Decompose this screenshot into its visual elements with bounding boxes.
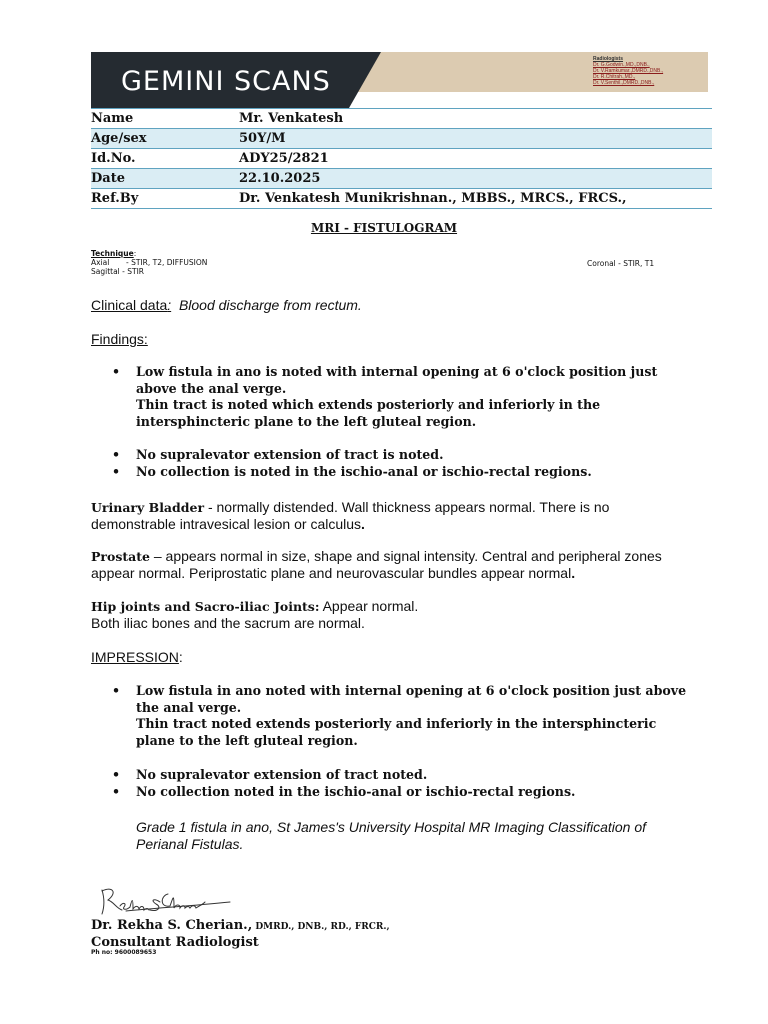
patient-row xyxy=(91,129,712,149)
radiologist-heading: Radiologists xyxy=(593,56,624,62)
radiologist-item: Dr. G.Godwin.,MD.,DNB., xyxy=(593,62,650,68)
patient-label: Name xyxy=(91,109,239,129)
findings-list xyxy=(91,364,691,431)
doctor-quals: DMRD., DNB., RD., FRCR., xyxy=(252,922,390,932)
iliac-text: Both iliac bones and the sacrum are normal. xyxy=(91,615,365,631)
radiologist-item: Dr. V.Senthil.,DMRD.,DNB., xyxy=(593,80,655,86)
hip-text: Appear normal. xyxy=(319,598,419,614)
clinical-colon: : xyxy=(167,297,172,313)
hip-label: Hip joints and Sacro-iliac Joints: xyxy=(91,599,320,614)
list-item xyxy=(91,364,691,431)
patient-value: 22.10.2025 xyxy=(239,169,712,189)
clinical-text: Blood discharge from rectum. xyxy=(178,297,362,313)
doctor-phone: Ph no: 9600089653 xyxy=(91,949,157,956)
patient-value: 50Y/M xyxy=(239,129,712,149)
list-item: • No supralevator extension of tract noted. xyxy=(91,767,691,784)
impression-colon: : xyxy=(178,649,183,665)
impression-heading xyxy=(91,649,183,666)
doctor-name: Dr. Rekha S. Cherian., xyxy=(91,918,253,933)
list-item: • No collection noted in the ischio-anal or ischio-rectal regions. xyxy=(91,784,691,801)
clinical-data xyxy=(91,297,362,314)
bladder-text: - normally distended. Wall thickness appears normal. There is no demonstrable intravesical lesion or calculus xyxy=(91,499,610,532)
clinical-label: Clinical data xyxy=(91,297,168,313)
radiologist-item: Dr. V.Ramkumar.,DMRD.,DNB., xyxy=(593,68,664,74)
impression-text: Low fistula in ano noted with internal opening at 6 o'clock position just above the anal verge. xyxy=(136,683,687,715)
prostate-end: . xyxy=(571,565,576,581)
patient-row xyxy=(91,169,712,189)
prostate-label: Prostate xyxy=(91,549,150,564)
patient-value: ADY25/2821 xyxy=(239,149,712,169)
report-title: MRI - FISTULOGRAM xyxy=(310,221,458,235)
technique-coronal: Coronal - STIR, T1 xyxy=(587,259,655,268)
patient-value: Dr. Venkatesh Munikrishnan., MBBS., MRCS., FRCS., xyxy=(239,189,712,209)
technique-block: Technique: Axial - STIR, T2, DIFFUSION Sagittal - STIR Coronal - STIR, T1 xyxy=(91,249,655,276)
signature-image xyxy=(96,880,236,920)
patient-row xyxy=(91,109,712,129)
prostate-paragraph xyxy=(91,548,681,582)
patient-label: Id.No. xyxy=(91,149,239,169)
patient-row xyxy=(91,189,712,209)
impression-label: IMPRESSION xyxy=(91,649,179,665)
technique-sagittal: Sagittal - STIR xyxy=(91,267,145,276)
findings-list-more xyxy=(91,447,691,480)
patient-label: Age/sex xyxy=(91,129,239,149)
grade-note: Grade 1 fistula in ano, St James's University Hospital MR Imaging Classification of Perianal Fistulas. xyxy=(136,819,646,852)
patient-label: Date xyxy=(91,169,239,189)
findings-heading: Findings: xyxy=(91,331,148,347)
technique-label: Technique xyxy=(91,249,134,258)
list-item: • No collection is noted in the ischio-anal or ischio-rectal regions. xyxy=(91,464,691,481)
hip-paragraph xyxy=(91,598,681,632)
patient-label: Ref.By xyxy=(91,189,239,209)
bladder-end: . xyxy=(361,516,365,532)
radiologist-list xyxy=(593,56,663,86)
radiologist-item: Dr. R.Chitrah.,MD., xyxy=(593,74,636,80)
impression-list xyxy=(91,683,691,750)
signatory xyxy=(91,918,390,951)
list-item xyxy=(91,683,691,750)
finding-text: Thin tract is noted which extends posteriorly and inferiorly in the intersphincteric plane to the left gluteal region. xyxy=(136,397,601,430)
impression-text: Thin tract noted extends posteriorly and inferiorly in the intersphincteric plane to the left gluteal region. xyxy=(136,716,657,749)
list-item: • No supralevator extension of tract is noted. xyxy=(91,447,691,464)
patient-value: Mr. Venkatesh xyxy=(239,109,712,129)
doctor-title: Consultant Radiologist xyxy=(91,935,259,950)
bladder-paragraph xyxy=(91,499,681,533)
finding-text: Low fistula in ano is noted with internal opening at 6 o'clock position just above the anal verge. xyxy=(136,364,658,396)
brand-logo: GEMINI SCANS xyxy=(121,66,331,97)
bladder-label: Urinary Bladder xyxy=(91,500,205,515)
patient-row xyxy=(91,149,712,169)
impression-list-more xyxy=(91,767,691,800)
header-banner xyxy=(91,52,708,108)
prostate-text: – appears normal in size, shape and signal intensity. Central and peripheral zones appear normal. Periprostatic plane and neurovascular bundles appear normal xyxy=(91,548,662,581)
patient-info-table xyxy=(91,108,712,209)
technique-axial: Axial - STIR, T2, DIFFUSION xyxy=(91,258,208,267)
